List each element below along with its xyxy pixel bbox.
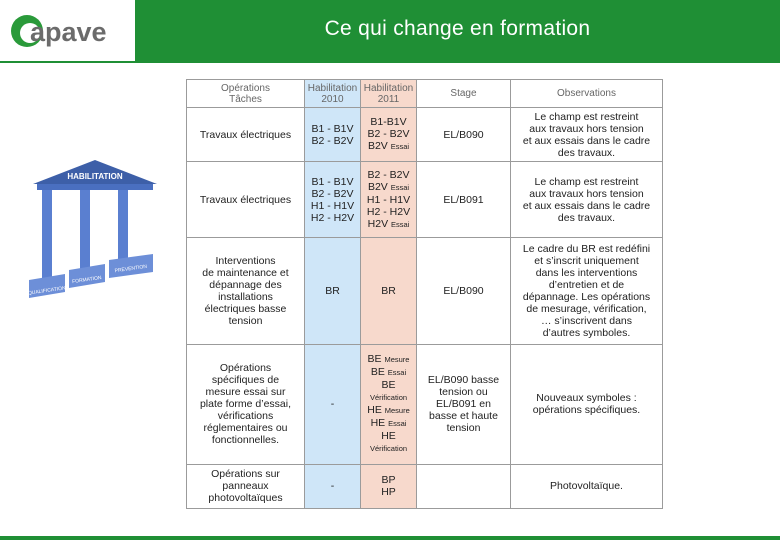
hab-symbol: H2V xyxy=(367,217,389,230)
hab-symbol: B2 - B2V xyxy=(367,168,410,181)
table-row xyxy=(187,108,663,162)
observations-cell: Nouveaux symboles : opérations spécifiques. xyxy=(511,344,663,464)
table-row xyxy=(187,162,663,238)
hab-2011-line xyxy=(363,169,414,181)
temple-column xyxy=(80,190,90,272)
hab-symbol: BE xyxy=(381,379,396,392)
header-rule xyxy=(0,61,780,63)
temple-beam xyxy=(37,184,153,190)
page-title: Ce qui change en formation xyxy=(324,17,591,40)
hab-symbol: HE xyxy=(381,430,396,443)
hab-qualifier: Vérification xyxy=(369,393,408,403)
hab-symbol: B2V xyxy=(367,140,388,153)
task-cell: Opérations spécifiques de mesure essai sur plate forme d’essai, vérifications réglementaires ou fonctionnelles. xyxy=(187,344,305,464)
task-cell: Travaux électriques xyxy=(187,162,305,238)
hab-2011-cell xyxy=(361,238,417,344)
hab-2010-cell: - xyxy=(305,464,361,508)
hab-2011-cell xyxy=(361,344,417,464)
observations-cell: Le cadre du BR est redéfini et s’inscrit uniquement dans les interventions d’entretien et de dépannage. Les opérations de mesurage, vérification, … s’inscrivent dans d’autres symboles. xyxy=(511,238,663,344)
hab-symbol: H1 - H1V xyxy=(366,193,411,206)
hab-2010-cell: BR xyxy=(305,238,361,344)
logo-text: apave xyxy=(30,17,107,47)
hab-qualifier: Essai xyxy=(387,368,407,378)
stage-cell: EL/B090 xyxy=(417,238,511,344)
hab-symbol: B1-B1V xyxy=(370,116,407,129)
table-row xyxy=(187,344,663,464)
column-header-observations: Observations xyxy=(511,80,663,108)
hab-symbol: B2 - B2V xyxy=(367,128,410,141)
temple-step-label: FORMATION xyxy=(71,274,102,286)
hab-2011-cell xyxy=(361,162,417,238)
column-header-operations: Opérations Tâches xyxy=(187,80,305,108)
hab-2011-cell xyxy=(361,108,417,162)
header xyxy=(0,0,780,62)
hab-2011-line xyxy=(363,391,414,404)
hab-qualifier: Essai xyxy=(390,182,410,192)
task-cell: Opérations sur panneaux photovoltaïques xyxy=(187,464,305,508)
hab-2010-cell: B1 - B1V B2 - B2V H1 - H1V H2 - H2V xyxy=(305,162,361,238)
table-row xyxy=(187,464,663,508)
column-header-hab-2010: Habilitation 2010 xyxy=(305,80,361,108)
hab-qualifier: Essai xyxy=(390,142,410,152)
hab-qualifier: Vérification xyxy=(369,444,408,454)
observations-cell: Photovoltaïque. xyxy=(511,464,663,508)
temple-roof-label: HABILITATION xyxy=(67,172,123,181)
hab-2011-line xyxy=(363,430,414,442)
apave-logo xyxy=(8,8,130,54)
stage-cell xyxy=(417,464,511,508)
hab-2011-line xyxy=(363,486,414,498)
temple-step-label: QUALIFICATION xyxy=(27,285,67,297)
hab-2011-line xyxy=(363,218,414,231)
bottom-bar xyxy=(0,536,780,540)
hab-qualifier: Essai xyxy=(388,419,407,429)
hab-symbol: HE xyxy=(367,404,382,417)
hab-2011-line xyxy=(363,417,414,430)
hab-qualifier: Mesure xyxy=(384,406,410,416)
stage-cell: EL/B090 xyxy=(417,108,511,162)
hab-2011-line xyxy=(363,128,414,140)
observations-cell: Le champ est restreint aux travaux hors tension et aux essais dans le cadre des travaux. xyxy=(511,162,663,238)
stage-cell: EL/B091 xyxy=(417,162,511,238)
observations-cell: Le champ est restreint aux travaux hors tension et aux essais dans le cadre des travaux. xyxy=(511,108,663,162)
hab-2011-line xyxy=(363,285,414,297)
hab-symbol: BP xyxy=(381,474,396,487)
temple-column xyxy=(42,190,52,280)
temple-column xyxy=(118,190,128,262)
hab-2010-cell: B1 - B1V B2 - B2V xyxy=(305,108,361,162)
hab-symbol: BE xyxy=(370,366,385,379)
hab-2011-line xyxy=(363,181,414,194)
habilitation-temple-illustration xyxy=(25,158,165,308)
habilitation-table-wrapper xyxy=(186,79,662,509)
task-cell: Interventions de maintenance et dépannage des installations électriques basse tension xyxy=(187,238,305,344)
hab-2011-line xyxy=(363,116,414,128)
column-header-stage: Stage xyxy=(417,80,511,108)
hab-2011-line xyxy=(363,404,414,417)
hab-2010-cell: - xyxy=(305,344,361,464)
hab-2011-line xyxy=(363,474,414,486)
hab-2011-line xyxy=(363,194,414,206)
hab-symbol: HE xyxy=(370,417,386,430)
column-header-hab-2011: Habilitation 2011 xyxy=(361,80,417,108)
hab-2011-line xyxy=(363,366,414,379)
temple-step-label: PREVENTION xyxy=(114,263,148,275)
hab-symbol: B2V xyxy=(367,180,388,193)
hab-2011-line xyxy=(363,206,414,218)
hab-2011-line xyxy=(363,379,414,391)
hab-qualifier: Mesure xyxy=(384,355,410,365)
task-cell: Travaux électriques xyxy=(187,108,305,162)
hab-symbol: H2 - H2V xyxy=(366,205,411,218)
table-header-row xyxy=(187,80,663,108)
table-row xyxy=(187,238,663,344)
hab-symbol: HP xyxy=(381,486,396,499)
hab-qualifier: Essai xyxy=(391,219,410,229)
hab-symbol: BR xyxy=(381,284,396,297)
stage-cell: EL/B090 basse tension ou EL/B091 en basse et haute tension xyxy=(417,344,511,464)
hab-2011-line xyxy=(363,353,414,366)
habilitation-table xyxy=(186,79,663,509)
hab-2011-line xyxy=(363,442,414,455)
hab-2011-cell xyxy=(361,464,417,508)
hab-2011-line xyxy=(363,140,414,153)
hab-symbol: BE xyxy=(367,353,382,366)
